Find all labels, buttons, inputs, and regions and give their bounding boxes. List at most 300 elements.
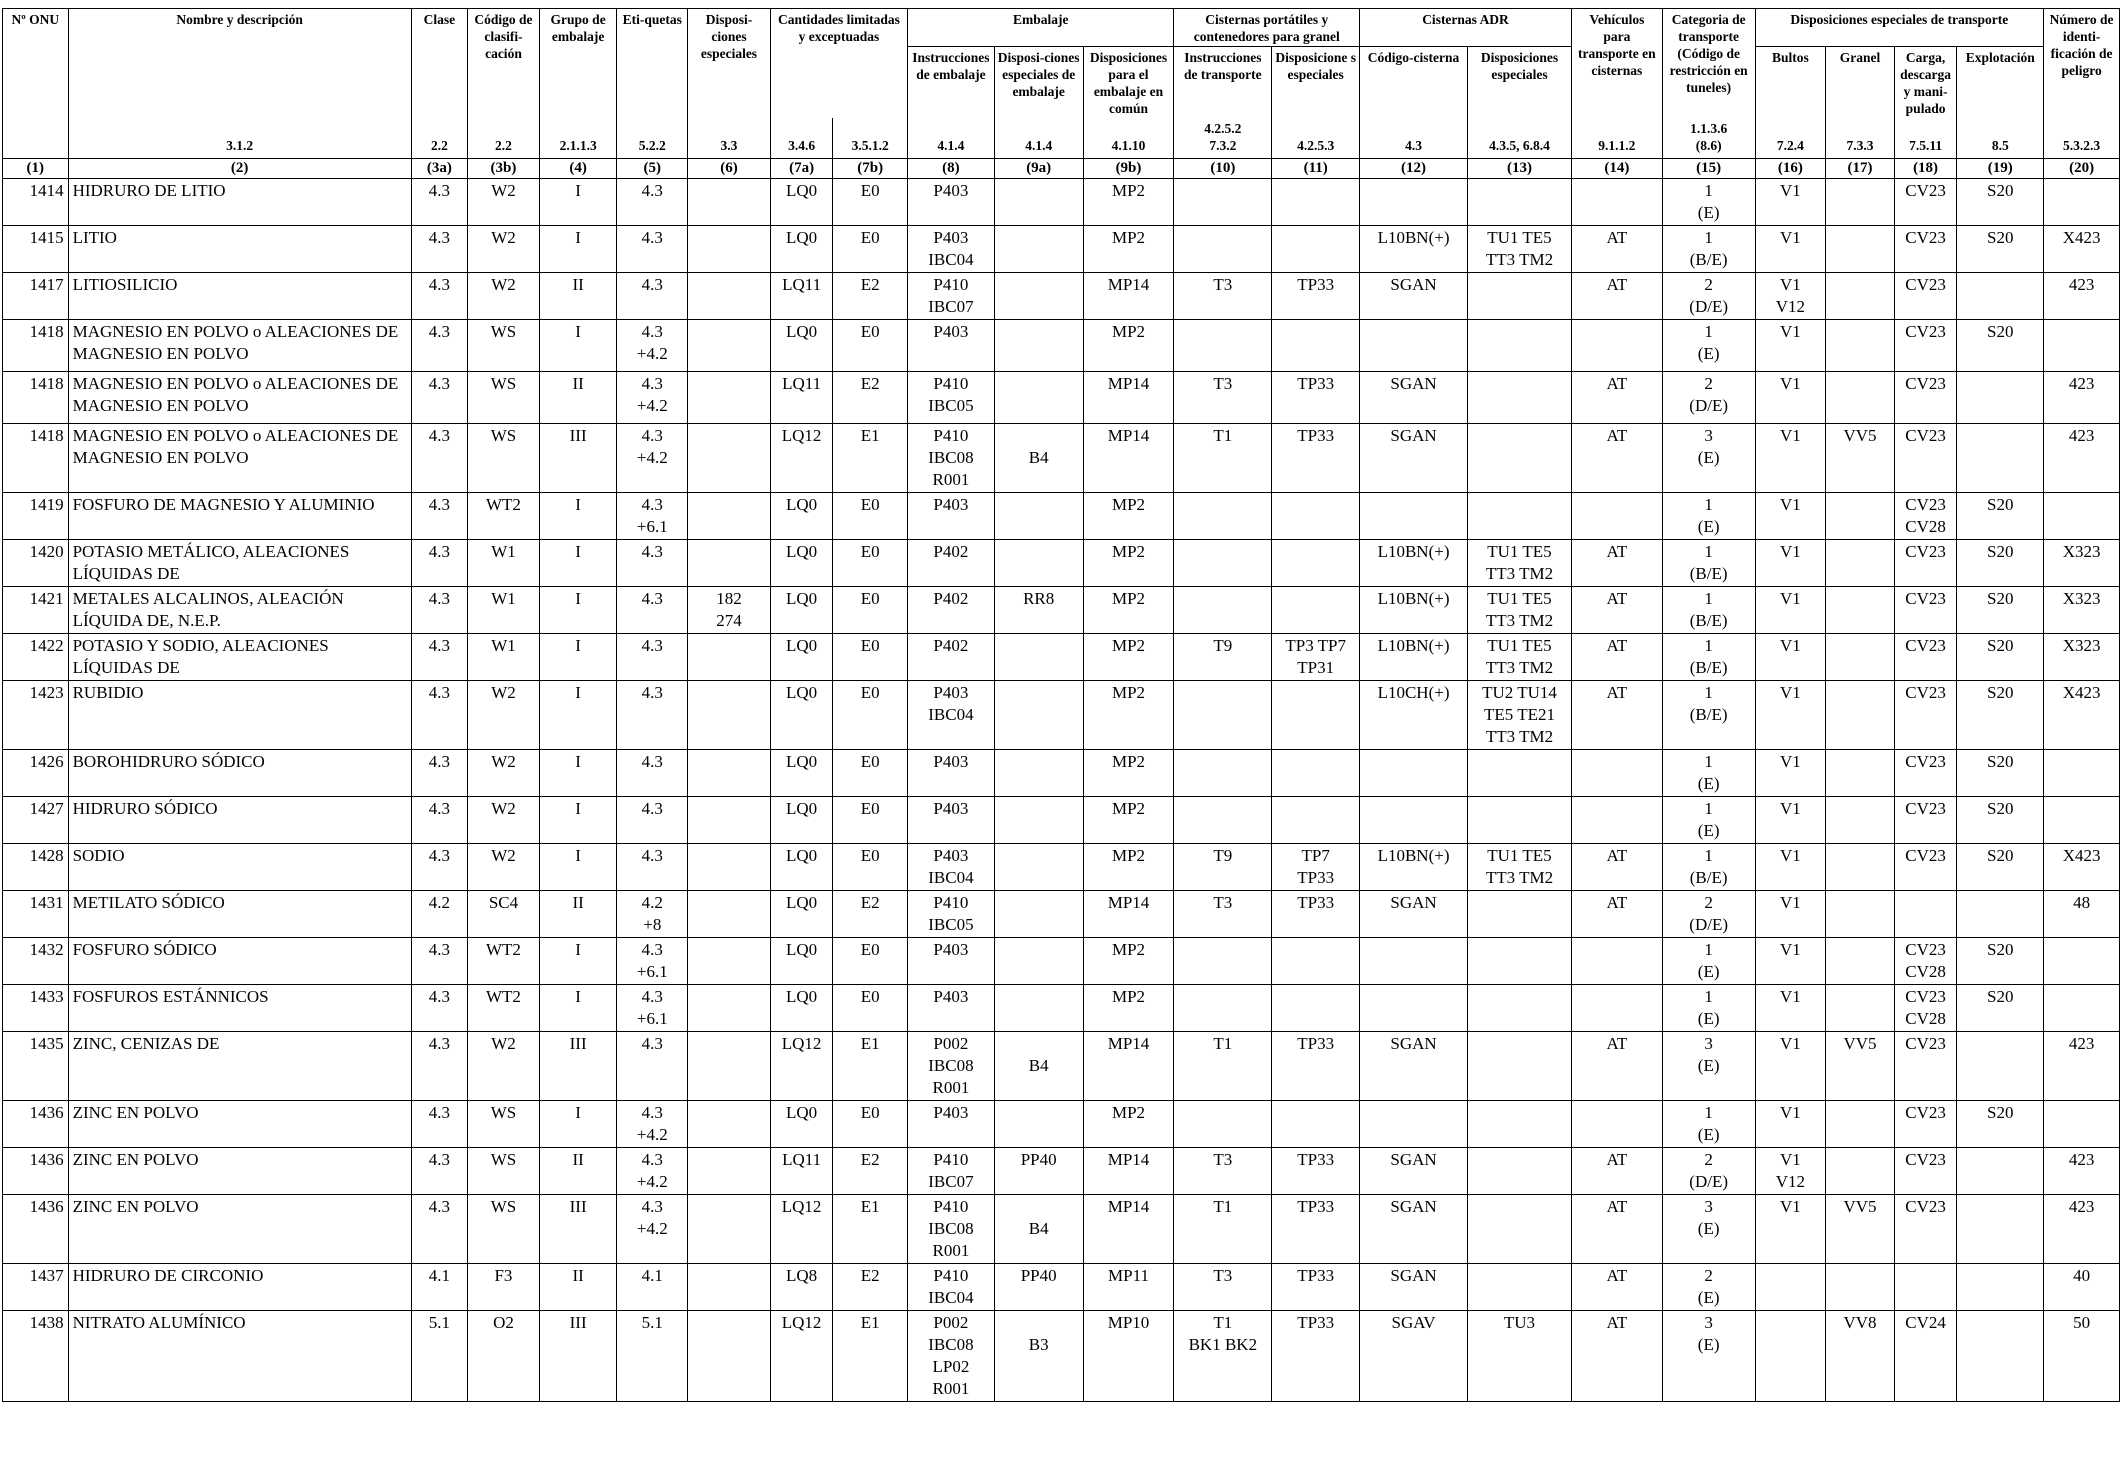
table-cell — [1174, 680, 1272, 749]
table-row — [3, 492, 2120, 539]
table-cell: W2 — [468, 796, 540, 843]
table-cell: TP7 TP33 — [1272, 843, 1360, 890]
table-cell: 4.3 — [411, 984, 468, 1031]
table-cell — [994, 1100, 1083, 1147]
table-cell — [1826, 586, 1895, 633]
header-vehiculos: Vehículos para transporte en cisternas — [1571, 9, 1662, 119]
table-cell — [1272, 319, 1360, 371]
table-cell: II — [539, 272, 617, 319]
table-row — [3, 1147, 2120, 1194]
table-cell — [1272, 984, 1360, 1031]
table-cell: LQ0 — [770, 633, 833, 680]
table-row — [3, 319, 2120, 371]
column-number: (16) — [1755, 158, 1826, 178]
table-cell — [1571, 984, 1662, 1031]
table-cell: TP33 — [1272, 371, 1360, 423]
name-cell: RUBIDIO — [68, 680, 411, 749]
table-cell: MP14 — [1083, 1194, 1174, 1263]
table-cell: II — [539, 890, 617, 937]
table-cell: V1 — [1755, 1194, 1826, 1263]
table-cell — [1174, 796, 1272, 843]
table-cell: P410 IBC08 R001 — [908, 423, 995, 492]
table-cell: 4.3 — [411, 633, 468, 680]
table-cell: LQ0 — [770, 539, 833, 586]
table-cell — [1571, 796, 1662, 843]
table-cell — [1272, 586, 1360, 633]
table-cell: LQ12 — [770, 1194, 833, 1263]
table-cell — [1755, 1263, 1826, 1310]
header-clase: Clase — [411, 9, 468, 47]
table-cell — [2044, 749, 2120, 796]
table-cell: L10BN(+) — [1360, 633, 1468, 680]
table-row — [3, 539, 2120, 586]
table-cell: S20 — [1957, 492, 2044, 539]
table-cell: AT — [1571, 225, 1662, 272]
table-cell: E0 — [833, 680, 908, 749]
table-cell: MP2 — [1083, 843, 1174, 890]
table-cell — [1468, 796, 1572, 843]
table-cell: 1 (E) — [1662, 796, 1755, 843]
table-cell: I — [539, 843, 617, 890]
table-cell: P403 — [908, 492, 995, 539]
table-cell: P410 IBC05 — [908, 371, 995, 423]
table-cell: MP2 — [1083, 539, 1174, 586]
table-cell: 1 (E) — [1662, 749, 1755, 796]
table-cell: P403 — [908, 319, 995, 371]
table-cell — [2044, 937, 2120, 984]
table-cell — [1957, 1194, 2044, 1263]
table-cell — [1826, 749, 1895, 796]
table-cell: MP2 — [1083, 633, 1174, 680]
table-cell: CV23 CV28 — [1894, 492, 1957, 539]
table-cell: 4.3 — [411, 272, 468, 319]
header-cp-instrucciones: Instrucciones de transporte — [1174, 47, 1272, 119]
table-cell: P402 — [908, 586, 995, 633]
table-cell — [688, 225, 771, 272]
column-number: (8) — [908, 158, 995, 178]
table-row — [3, 796, 2120, 843]
table-cell: W2 — [468, 178, 540, 225]
table-cell: P410 IBC05 — [908, 890, 995, 937]
column-number: (7b) — [833, 158, 908, 178]
table-cell — [994, 492, 1083, 539]
column-number: (15) — [1662, 158, 1755, 178]
un-number-cell: 1415 — [3, 225, 69, 272]
table-cell: 2 (D/E) — [1662, 272, 1755, 319]
table-cell: I — [539, 680, 617, 749]
header-disp-transporte: Disposiciones especiales de transporte — [1755, 9, 2044, 47]
table-cell: V1 — [1755, 492, 1826, 539]
table-cell: 4.3 +6.1 — [617, 984, 688, 1031]
table-cell: V1 — [1755, 539, 1826, 586]
table-cell: V1 V12 — [1755, 1147, 1826, 1194]
table-cell: P403 IBC04 — [908, 225, 995, 272]
table-cell: E0 — [833, 796, 908, 843]
un-number-cell: 1438 — [3, 1310, 69, 1401]
table-cell — [1755, 1310, 1826, 1401]
table-cell — [688, 680, 771, 749]
table-cell — [1468, 319, 1572, 371]
un-number-cell: 1428 — [3, 843, 69, 890]
header-carga: Carga, descarga y mani-pulado — [1894, 47, 1957, 119]
table-cell: L10BN(+) — [1360, 539, 1468, 586]
table-cell: S20 — [1957, 539, 2044, 586]
table-cell — [994, 371, 1083, 423]
table-cell — [1957, 1263, 2044, 1310]
table-cell: 4.3 +4.2 — [617, 1194, 688, 1263]
table-cell — [1826, 796, 1895, 843]
table-cell: V1 — [1755, 796, 1826, 843]
table-cell: P403 — [908, 749, 995, 796]
table-cell: AT — [1571, 371, 1662, 423]
table-cell: I — [539, 984, 617, 1031]
table-cell: TP33 — [1272, 1147, 1360, 1194]
table-cell: LQ0 — [770, 319, 833, 371]
table-body — [3, 178, 2120, 1401]
header-adr-codigo: Código-cisterna — [1360, 47, 1468, 119]
table-row — [3, 984, 2120, 1031]
table-cell: X323 — [2044, 586, 2120, 633]
table-cell: 4.3 — [411, 539, 468, 586]
table-cell — [1894, 890, 1957, 937]
table-cell: CV23 CV28 — [1894, 937, 1957, 984]
table-cell: E0 — [833, 633, 908, 680]
table-cell: AT — [1571, 1310, 1662, 1401]
column-number: (9b) — [1083, 158, 1174, 178]
table-cell: E0 — [833, 539, 908, 586]
table-cell: W1 — [468, 633, 540, 680]
name-cell: ZINC, CENIZAS DE — [68, 1031, 411, 1100]
table-cell: 4.3 — [617, 796, 688, 843]
table-cell: T3 — [1174, 272, 1272, 319]
table-cell — [1174, 586, 1272, 633]
table-cell: V1 — [1755, 843, 1826, 890]
table-cell: V1 — [1755, 937, 1826, 984]
name-cell: HIDRURO SÓDICO — [68, 796, 411, 843]
table-cell: E1 — [833, 1031, 908, 1100]
table-cell — [994, 984, 1083, 1031]
table-cell — [1174, 937, 1272, 984]
table-cell: CV23 — [1894, 1100, 1957, 1147]
table-cell — [1360, 984, 1468, 1031]
table-cell: E0 — [833, 178, 908, 225]
column-number: (7a) — [770, 158, 833, 178]
table-cell: P402 — [908, 633, 995, 680]
table-cell: II — [539, 1263, 617, 1310]
table-cell: MP2 — [1083, 586, 1174, 633]
table-cell: E2 — [833, 890, 908, 937]
table-cell: T3 — [1174, 1147, 1272, 1194]
table-cell — [688, 1310, 771, 1401]
table-cell: V1 — [1755, 633, 1826, 680]
table-cell — [1571, 1100, 1662, 1147]
column-number: (3b) — [468, 158, 540, 178]
table-cell: 40 — [2044, 1263, 2120, 1310]
table-cell: S20 — [1957, 1100, 2044, 1147]
un-number-cell: 1417 — [3, 272, 69, 319]
table-cell: V1 — [1755, 680, 1826, 749]
reference-cell: 3.3 — [688, 118, 771, 158]
table-cell: P403 — [908, 1100, 995, 1147]
table-cell — [1272, 492, 1360, 539]
name-cell: BOROHIDRURO SÓDICO — [68, 749, 411, 796]
un-number-cell: 1418 — [3, 423, 69, 492]
table-cell: S20 — [1957, 225, 2044, 272]
un-number-cell: 1419 — [3, 492, 69, 539]
table-cell: TP33 — [1272, 1263, 1360, 1310]
reference-cell: 3.1.2 — [68, 118, 411, 158]
table-cell: 4.3 — [411, 371, 468, 423]
table-cell: PP40 — [994, 1263, 1083, 1310]
table-cell: LQ0 — [770, 890, 833, 937]
table-cell: 4.3 — [411, 937, 468, 984]
table-cell — [688, 492, 771, 539]
table-cell: LQ0 — [770, 1100, 833, 1147]
name-cell: MAGNESIO EN POLVO o ALEACIONES DE MAGNESIO EN POLVO — [68, 319, 411, 371]
un-number-cell: 1433 — [3, 984, 69, 1031]
table-cell — [1468, 749, 1572, 796]
table-cell: 4.3 — [411, 1194, 468, 1263]
table-cell: I — [539, 492, 617, 539]
table-cell: MP2 — [1083, 937, 1174, 984]
table-cell: 4.3 — [411, 178, 468, 225]
table-cell — [1826, 319, 1895, 371]
table-cell: 4.3 — [411, 586, 468, 633]
table-cell: WT2 — [468, 937, 540, 984]
table-cell: X423 — [2044, 225, 2120, 272]
table-cell: 1 (B/E) — [1662, 539, 1755, 586]
table-cell: B4 — [994, 1194, 1083, 1263]
table-cell: E1 — [833, 1194, 908, 1263]
table-cell — [1826, 371, 1895, 423]
name-cell: FOSFURO SÓDICO — [68, 937, 411, 984]
table-cell — [1174, 749, 1272, 796]
header-codigo: Código de clasifi-cación — [468, 9, 540, 119]
header-categoria: Categoria de transporte (Código de restricción en tuneles) — [1662, 9, 1755, 119]
table-cell — [1360, 937, 1468, 984]
table-cell: SGAN — [1360, 1031, 1468, 1100]
table-cell: AT — [1571, 1147, 1662, 1194]
reference-cell — [3, 118, 69, 158]
table-cell — [1272, 796, 1360, 843]
reference-cell: 4.2.5.2 7.3.2 — [1174, 118, 1272, 158]
table-cell: 4.1 — [617, 1263, 688, 1310]
table-cell — [688, 890, 771, 937]
table-cell — [1826, 1263, 1895, 1310]
table-cell: W2 — [468, 1031, 540, 1100]
header-cp-disposiciones: Disposicione s especiales — [1272, 47, 1360, 119]
table-cell: MP2 — [1083, 984, 1174, 1031]
table-cell: V1 — [1755, 178, 1826, 225]
reference-cell: 7.2.4 — [1755, 118, 1826, 158]
table-cell: 423 — [2044, 1031, 2120, 1100]
table-cell: E2 — [833, 272, 908, 319]
table-cell — [1571, 178, 1662, 225]
table-cell — [1468, 492, 1572, 539]
table-cell: 50 — [2044, 1310, 2120, 1401]
column-number: (10) — [1174, 158, 1272, 178]
table-cell — [1174, 1100, 1272, 1147]
table-cell — [1571, 937, 1662, 984]
table-cell: V1 — [1755, 225, 1826, 272]
table-cell — [688, 1147, 771, 1194]
table-cell: W2 — [468, 680, 540, 749]
header-emb-instrucciones: Instrucciones de embalaje — [908, 47, 995, 119]
table-cell: B4 — [994, 1031, 1083, 1100]
table-cell: T3 — [1174, 371, 1272, 423]
table-cell: I — [539, 749, 617, 796]
reference-cell: 5.3.2.3 — [2044, 118, 2120, 158]
table-cell: S20 — [1957, 843, 2044, 890]
table-cell: CV23 — [1894, 371, 1957, 423]
table-cell: TU1 TE5 TT3 TM2 — [1468, 843, 1572, 890]
table-cell — [1826, 272, 1895, 319]
table-row — [3, 423, 2120, 492]
reference-cell: 4.3.5, 6.8.4 — [1468, 118, 1572, 158]
table-cell: 3 (E) — [1662, 1310, 1755, 1401]
table-row — [3, 1100, 2120, 1147]
table-cell: 4.3 +4.2 — [617, 1147, 688, 1194]
table-cell: LQ0 — [770, 937, 833, 984]
table-cell: I — [539, 937, 617, 984]
table-cell: AT — [1571, 423, 1662, 492]
table-cell — [994, 749, 1083, 796]
table-cell — [1360, 492, 1468, 539]
table-cell: P410 IBC08 R001 — [908, 1194, 995, 1263]
table-cell: S20 — [1957, 319, 2044, 371]
reference-cell: 2.2 — [411, 118, 468, 158]
table-cell: MP10 — [1083, 1310, 1174, 1401]
un-number-cell: 1432 — [3, 937, 69, 984]
table-row — [3, 178, 2120, 225]
table-cell: T9 — [1174, 633, 1272, 680]
table-cell: I — [539, 586, 617, 633]
table-cell: L10BN(+) — [1360, 586, 1468, 633]
table-cell: LQ11 — [770, 371, 833, 423]
table-cell: AT — [1571, 890, 1662, 937]
un-number-cell: 1414 — [3, 178, 69, 225]
table-cell — [688, 1031, 771, 1100]
table-cell — [1894, 1263, 1957, 1310]
table-cell: 4.3 +4.2 — [617, 371, 688, 423]
table-cell: E0 — [833, 749, 908, 796]
table-cell: 4.3 +6.1 — [617, 937, 688, 984]
un-number-cell: 1423 — [3, 680, 69, 749]
table-cell: 4.3 +4.2 — [617, 1100, 688, 1147]
table-cell: V1 — [1755, 749, 1826, 796]
table-cell — [994, 937, 1083, 984]
table-cell: AT — [1571, 1031, 1662, 1100]
table-cell: P403 — [908, 796, 995, 843]
table-cell: PP40 — [994, 1147, 1083, 1194]
table-cell: 4.3 — [411, 225, 468, 272]
table-cell: TP33 — [1272, 1031, 1360, 1100]
table-cell: T1 — [1174, 1031, 1272, 1100]
reference-cell: 7.3.3 — [1826, 118, 1895, 158]
table-cell — [1826, 178, 1895, 225]
table-cell — [994, 178, 1083, 225]
table-cell: AT — [1571, 843, 1662, 890]
table-cell: SGAV — [1360, 1310, 1468, 1401]
table-cell: 4.3 — [617, 1031, 688, 1100]
table-cell: SGAN — [1360, 423, 1468, 492]
header-granel: Granel — [1826, 47, 1895, 119]
table-cell — [1571, 492, 1662, 539]
table-cell: L10BN(+) — [1360, 225, 1468, 272]
name-cell: POTASIO Y SODIO, ALEACIONES LÍQUIDAS DE — [68, 633, 411, 680]
table-cell: T3 — [1174, 890, 1272, 937]
table-cell: AT — [1571, 272, 1662, 319]
table-cell: WS — [468, 1100, 540, 1147]
table-cell: 1 (E) — [1662, 492, 1755, 539]
table-cell: 4.3 +4.2 — [617, 423, 688, 492]
table-cell: 1 (B/E) — [1662, 586, 1755, 633]
table-cell: 4.3 — [617, 272, 688, 319]
table-cell: LQ12 — [770, 423, 833, 492]
column-number: (14) — [1571, 158, 1662, 178]
table-cell: V1 — [1755, 319, 1826, 371]
table-cell: P403 — [908, 984, 995, 1031]
table-row — [3, 225, 2120, 272]
table-cell: 3 (E) — [1662, 423, 1755, 492]
table-cell: P403 IBC04 — [908, 680, 995, 749]
table-cell: X423 — [2044, 680, 2120, 749]
table-cell — [2044, 492, 2120, 539]
table-cell — [688, 423, 771, 492]
table-cell: P403 — [908, 178, 995, 225]
table-cell: MP2 — [1083, 225, 1174, 272]
table-cell — [994, 539, 1083, 586]
table-cell — [688, 1100, 771, 1147]
table-cell: VV5 — [1826, 1194, 1895, 1263]
table-cell — [1826, 225, 1895, 272]
column-number: (6) — [688, 158, 771, 178]
table-cell: I — [539, 225, 617, 272]
table-cell — [2044, 796, 2120, 843]
table-cell: LQ0 — [770, 749, 833, 796]
column-number: (9a) — [994, 158, 1083, 178]
table-cell: TU1 TE5 TT3 TM2 — [1468, 633, 1572, 680]
table-cell — [2044, 178, 2120, 225]
table-cell — [2044, 319, 2120, 371]
table-cell: CV23 — [1894, 1194, 1957, 1263]
table-cell: TU1 TE5 TT3 TM2 — [1468, 586, 1572, 633]
table-cell: AT — [1571, 1263, 1662, 1310]
table-cell: 4.3 — [617, 680, 688, 749]
table-cell: II — [539, 1147, 617, 1194]
table-cell: MP14 — [1083, 890, 1174, 937]
table-cell: 4.3 — [411, 1100, 468, 1147]
table-cell: 4.3 — [411, 1147, 468, 1194]
table-cell: TU2 TU14 TE5 TE21 TT3 TM2 — [1468, 680, 1572, 749]
column-number: (20) — [2044, 158, 2120, 178]
table-cell: VV5 — [1826, 1031, 1895, 1100]
table-cell — [1468, 984, 1572, 1031]
table-cell — [1826, 843, 1895, 890]
table-cell: WS — [468, 1147, 540, 1194]
table-cell: T1 — [1174, 1194, 1272, 1263]
table-cell: V1 — [1755, 1031, 1826, 1100]
table-cell: WT2 — [468, 492, 540, 539]
table-cell: P403 IBC04 — [908, 843, 995, 890]
table-cell — [1272, 178, 1360, 225]
table-row — [3, 272, 2120, 319]
table-cell — [1272, 680, 1360, 749]
column-number: (17) — [1826, 158, 1895, 178]
table-cell: 4.3 — [411, 749, 468, 796]
table-cell: 4.3 — [411, 796, 468, 843]
table-cell: 1 (E) — [1662, 1100, 1755, 1147]
